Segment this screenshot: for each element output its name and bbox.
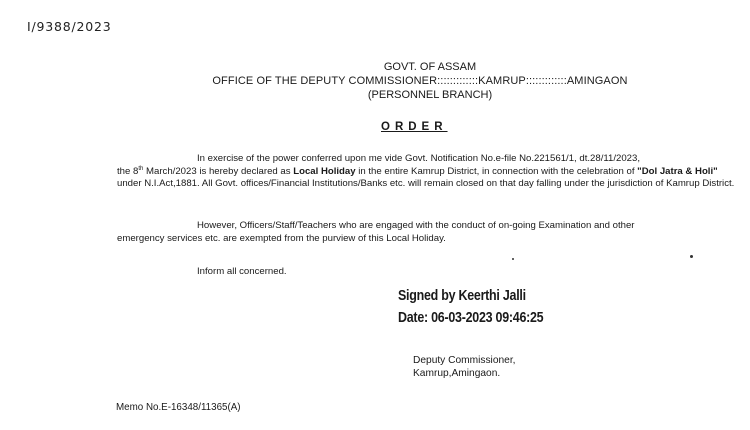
designation-title: Deputy Commissioner, — [413, 355, 516, 366]
header-govt: GOVT. OF ASSAM — [383, 61, 477, 73]
stray-mark — [512, 258, 514, 260]
paragraph-2-first-line: However, Officers/Staff/Teachers who are engaged with the conduct of on-going Examination and other — [197, 220, 635, 231]
paragraph-1-first-line: In exercise of the power conferred upon me vide Govt. Notification No.e-file No.221561/1, dt.28/11/2023, — [197, 153, 640, 164]
paragraph-3: Inform all concerned. — [197, 266, 287, 277]
memo-number: Memo No.E-16348/11365(A) — [116, 402, 241, 413]
p1-end: under N.I.Act,1881. All Govt. offices/Financial Institutions/Banks etc. will remain closed on that day falling under the jurisdiction of Kamrup District. — [117, 178, 735, 190]
paragraph-2: emergency services etc. are exempted from the purview of this Local Holiday. — [117, 233, 446, 244]
p1-mid: March/2023 is hereby declared as — [143, 166, 294, 177]
order-title: ORDER — [381, 121, 448, 133]
header-branch: (PERSONNEL BRANCH) — [367, 89, 493, 101]
p1-mid2: in the entire Kamrup District, in connection with the celebration of — [355, 166, 638, 177]
signature-date: Date: 06-03-2023 09:46:25 — [398, 310, 544, 326]
p1-sup: th — [138, 165, 144, 172]
local-holiday-text: Local Holiday — [293, 166, 356, 177]
p1-pre: the 8 — [117, 166, 139, 177]
festival-name: "Dol Jatra & Holi" — [637, 166, 718, 177]
signed-by: Signed by Keerthi Jalli — [398, 288, 526, 304]
stray-mark — [690, 255, 693, 258]
header-office: OFFICE OF THE DEPUTY COMMISSIONER:::::::::::::KAMRUP:::::::::::::AMINGAON — [212, 75, 628, 87]
designation-place: Kamrup,Amingaon. — [413, 368, 501, 379]
paragraph-1 — [117, 166, 737, 191]
reference-number: I/9388/2023 — [27, 19, 112, 34]
